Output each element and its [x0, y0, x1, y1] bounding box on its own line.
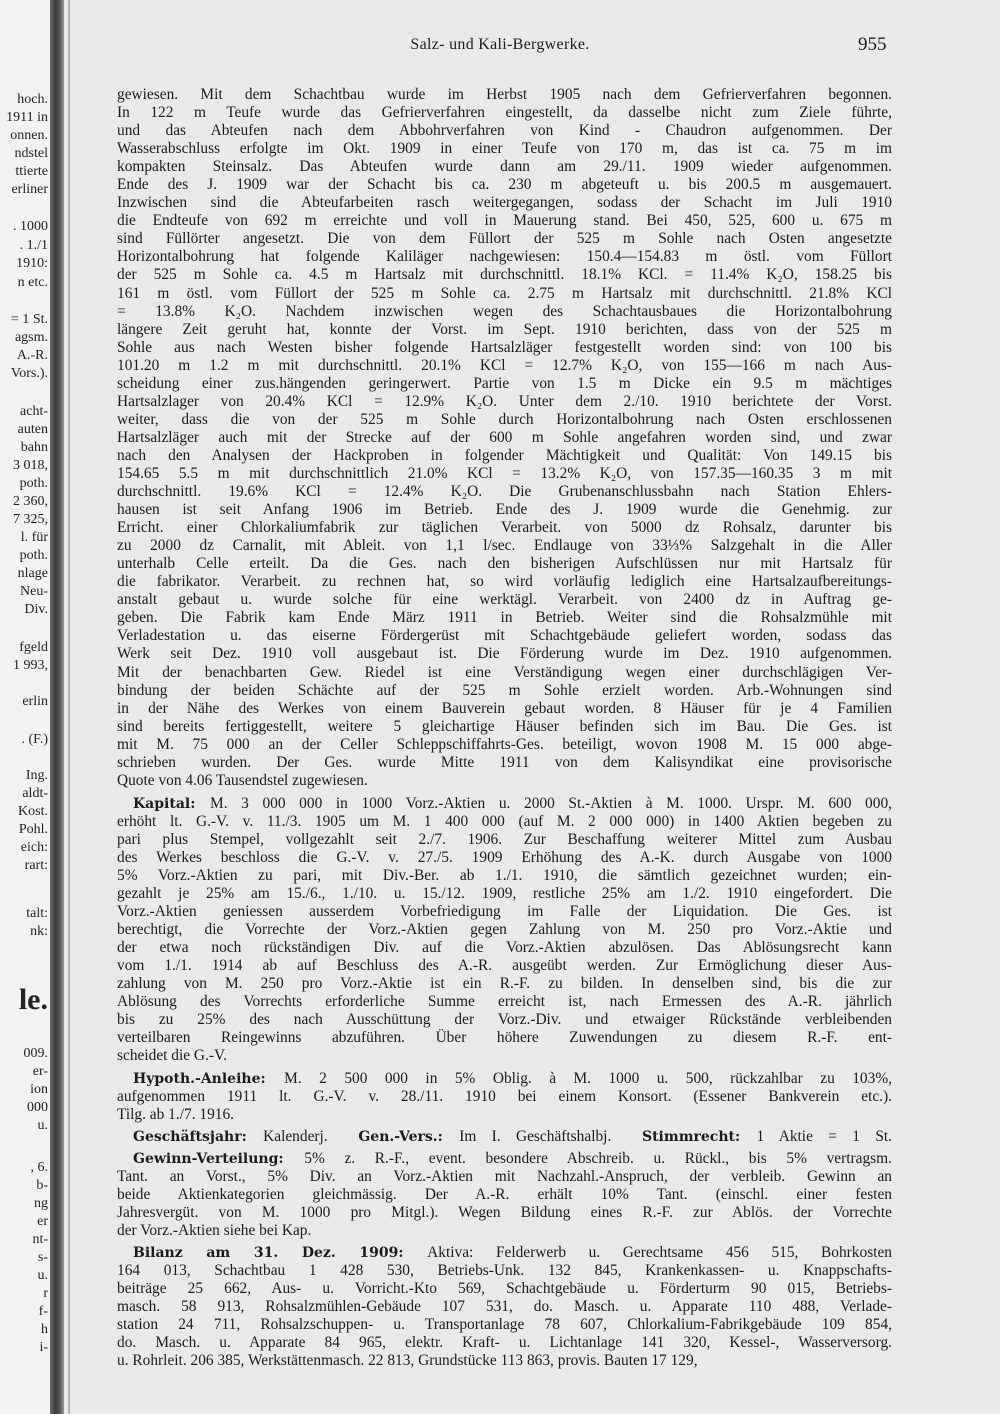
text-line: Mit der benachbarten Gew. Riedel ist eine Verständigung wegen einer durchschlägigen Ver- — [117, 663, 892, 681]
margin-fragment: s- — [37, 1250, 48, 1265]
margin-fragment: nlage — [17, 566, 48, 581]
text-line: die Endteufe von 692 m erreichte und voll in Mauerung stand. Bei 450, 525, 600 u. 675 m — [117, 212, 892, 230]
text-line: beiträge 25 662, Aus- u. Vorricht.-Kto 569, Schachtgebäude u. Förderturm 90 015, Betriebs- — [117, 1280, 892, 1298]
text-line: zahlung von M. 250 pro Vorz.-Aktie ist ein R.-F. zu bilden. In denselben sind, bis die zur — [117, 975, 892, 993]
text-line: Verladestation u. das eiserne Fördergerüst mit Schachtgebäude geliefert worden, sodass das — [117, 627, 892, 645]
text-line: zu 2000 dz Carnalit, mit Ableit. von 1,1 l/sec. Endlauge von 33⅓% Salzgehalt in die Aller — [117, 537, 892, 555]
margin-fragment: le. — [18, 983, 48, 1016]
margin-fragment: Kost. — [18, 804, 48, 819]
paragraph-gewinn-verteilung — [117, 1150, 892, 1240]
text-line: bis zu 25% des nach Ausschüttung der Vorz.-Div. und etwaiger Rückstände verbleibenden — [117, 1011, 892, 1029]
section-label: Stimmrecht: — [641, 1128, 757, 1145]
text-line: mit M. 75 000 an der Celler Schleppschiffahrts-Ges. beteiligt, wovon 1908 M. 15 000 abge- — [117, 735, 892, 753]
text-line: aufgenommen 1911 lt. G.-V. v. 28./11. 1910 bei einem Konsort. (Essener Bankverein etc.). — [117, 1087, 892, 1105]
text-line: Hartsalzlager von 20.4% KCl = 12.9% K₂O. Unter dem 2./10. 1910 berichtete der Vorst. — [117, 392, 892, 410]
margin-fragment: ttierte — [15, 164, 48, 179]
paragraph-shaft-construction — [117, 86, 892, 790]
text-line: der Vorz.-Aktien siehe bei Kap. — [117, 1221, 312, 1239]
text-line: Quote von 4.06 Tausendstel zugewiesen. — [117, 771, 368, 789]
line-text: Kalenderj. — [263, 1127, 359, 1145]
text-line: Tilg. ab 1./7. 1916. — [117, 1105, 235, 1123]
text-line: geben. Die Fabrik kam Ende März 1911 in Betrieb. Weiter sind die Rohsalzmühle mit — [117, 609, 892, 627]
text-line: kompakten Steinsalz. Das Abteufen wurde dann am 29./11. 1909 wieder aufgenommen. — [117, 158, 892, 176]
margin-fragment: 1911 in — [6, 110, 48, 125]
text-line: verteilbaren Reingewinns abzuführen. Über höhere Zuwendungen zu diesem R.-F. ent- — [117, 1029, 892, 1047]
margin-fragment: h — [41, 1322, 48, 1337]
margin-fragment: agsm. — [14, 330, 48, 345]
margin-fragment: Pohl. — [18, 822, 48, 837]
margin-fragment: bahn — [20, 440, 48, 455]
margin-fragment: Ing. — [25, 768, 48, 783]
margin-fragment: l. für — [20, 530, 48, 545]
margin-fragment: 000 — [27, 1100, 48, 1115]
text-line: In 122 m Teufe wurde das Gefrierverfahren eingestellt, da dasselbe nicht zum Ziele führte, — [117, 104, 892, 122]
section-label: Geschäftsjahr: — [133, 1128, 264, 1145]
line-text: Im I. Geschäftshalbj. — [459, 1127, 642, 1145]
line-text: 1 Aktie = 1 St. — [756, 1127, 892, 1145]
margin-fragment: 7 325, — [13, 512, 48, 527]
text-line: erhöht lt. G.-V. v. 11./3. 1905 um M. 1 400 000 (auf M. 2 000 000) in 1400 Aktien begeben zu — [117, 812, 892, 830]
text-line: gezahlt je 25% am 15./6., 1./10. u. 15./12. 1909, restliche 25% am 1./2. 1910 eingefordert. Die — [117, 885, 892, 903]
text-line: des Werkes beschloss die G.-V. v. 27./5. 1909 Erhöhung des A.-K. durch Ausgabe von 1000 — [117, 848, 892, 866]
margin-fragment: fgeld — [19, 640, 48, 655]
margin-fragment: 1910: — [16, 256, 48, 271]
margin-fragment: . 1000 — [13, 219, 48, 234]
text-line — [117, 795, 892, 813]
margin-fragment: aldt- — [22, 786, 48, 801]
margin-fragment: poth. — [19, 548, 48, 563]
text-line: der etwa noch rückständigen Div. auf die Vorz.-Aktien abzulösen. Das Ablösungsrecht kann — [117, 939, 892, 957]
margin-fragment: 1 993, — [13, 658, 48, 673]
text-line: Horizontalbohrung hat folgende Kaliläger nachgewiesen: 150.4—154.83 m östl. vom Füllort — [117, 248, 892, 266]
margin-fragment: poth. — [19, 476, 48, 491]
margin-fragment: i- — [39, 1340, 48, 1355]
running-header: Salz- und Kali-Bergwerke. — [410, 36, 590, 53]
text-line: nach den Analysen der Hackproben in folgender Mächtigkeit und Qualität: Von 149.15 bis — [117, 446, 892, 464]
text-line: unterhalb Celle erteilt. Da die Ges. nach den bisherigen Aufschlüssen nur mit Hartsalz für — [117, 555, 892, 573]
line-text: M. 2 500 000 in 5% Oblig. à M. 1000 u. 500, rückzahlbar zu 103%, — [284, 1069, 892, 1087]
text-line — [117, 1150, 892, 1168]
paragraph-kapital — [117, 795, 892, 1066]
margin-fragment: er — [37, 1214, 48, 1229]
text-line: Vorz.-Aktien geniessen ausserdem Vorbefriedigung im Falle der Liquidation. Die Ges. ist — [117, 903, 892, 921]
text-line: hausen ist seit Anfang 1906 im Betrieb. Ende des J. 1909 wurde die Genehmig. zur — [117, 501, 892, 519]
margin-fragment: er- — [32, 1064, 48, 1079]
page-body — [117, 86, 892, 1374]
margin-fragment: Vors.). — [10, 366, 48, 381]
margin-fragment: A.-R. — [16, 348, 48, 363]
text-line: do. Masch. u. Apparate 84 965, elektr. Kraft- u. Lichtanlage 141 320, Kessel-, Wasserversorg. — [117, 1334, 892, 1352]
margin-fragment: Neu- — [20, 584, 48, 599]
text-line: station 24 711, Rohsalzschuppen- u. Transportanlage 78 607, Chlorkalium-Fabrikgebäude 109 854, — [117, 1316, 892, 1334]
text-line: sind Füllörter angesetzt. Die von dem Füllort der 525 m Sohle nach Osten angesetzte — [117, 230, 892, 248]
text-line: Inzwischen sind die Abteufarbeiten rasch weitergegangen, sodass der Schacht im Juli 1910 — [117, 194, 892, 212]
text-line: längere Zeit geruht hat, konnte der Vorst. im Sept. 1910 berichten, dass von der 525 m — [117, 320, 892, 338]
margin-fragment: f- — [38, 1304, 48, 1319]
text-line: = 13.8% K₂O. Nachdem inzwischen wegen des Schachtausbaues die Horizontalbohrung — [117, 302, 892, 320]
text-line: Erricht. einer Chlorkaliumfabrik zur täglichen Verarbeit. von 5000 dz Rohsalz, darunter bis — [117, 519, 892, 537]
margin-fragment: talt: — [26, 906, 48, 921]
margin-fragment: 009. — [23, 1046, 48, 1061]
paragraph-geschaeftsjahr — [117, 1128, 892, 1146]
text-line: Ablösung des Vorrechts erforderliche Summe erreicht ist, nach Ermessen des A.-R. jährlich — [117, 993, 892, 1011]
text-line: berechtigt, die Vorrechte der Vorz.-Aktien gegen Zahlung von M. 250 pro Vorz.-Aktie und — [117, 921, 892, 939]
section-label: Gen.-Vers.: — [358, 1128, 460, 1145]
margin-fragment: onnen. — [10, 128, 48, 143]
paragraph-hypoth-anleihe — [117, 1070, 892, 1124]
text-line — [117, 1070, 892, 1088]
text-line: 154.65 5.5 m mit durchschnittlich 21.0% KCl = 13.2% K₂O, von 157.35—160.35 3 m mit — [117, 464, 892, 482]
text-line: scheidet die G.-V. — [117, 1047, 227, 1065]
section-label: Kapital: — [133, 795, 211, 812]
text-line: bindung der beiden Schächte auf der 525 m Sohle erzielt worden. Arb.-Wohnungen sind — [117, 681, 892, 699]
margin-fragment: ndstel — [14, 146, 48, 161]
text-line: Werk seit Dez. 1910 voll ausgebaut ist. Die Förderung wurde im Dez. 1910 aufgenommen. — [117, 645, 892, 663]
text-line: Sohle aus nach Westen bisher folgende Hartsalzläger festgestellt worden sind: von 100 bis — [117, 338, 892, 356]
margin-fragment: u. — [37, 1268, 48, 1283]
text-line: anstalt gebaut u. wurde solche für eine werktägl. Verarbeit. von 2400 dz in Auftrag ge- — [117, 591, 892, 609]
section-label: Gewinn-Verteilung: — [133, 1150, 305, 1167]
text-line: gewiesen. Mit dem Schachtbau wurde im Herbst 1905 nach dem Gefrierverfahren begonnen. — [117, 86, 892, 103]
line-text: M. 3 000 000 in 1000 Vorz.-Aktien u. 2000 St.-Aktien à M. 1000. Urspr. M. 600 000, — [210, 794, 892, 812]
book-spine-shadow — [50, 0, 64, 1414]
margin-fragment: , 6. — [30, 1160, 48, 1175]
section-label: Hypoth.-Anleihe: — [133, 1070, 285, 1087]
text-line: und das Abteufen nach dem Abbohrverfahren von Kind - Chaudron aufgenommen. Der — [117, 122, 892, 140]
text-line: u. Rohrleit. 206 385, Werkstättenmasch. 22 813, Grundstücke 113 863, provis. Bauten 17 129, — [117, 1352, 698, 1370]
text-line: 164 013, Schachtbau 1 428 530, Betriebs-Unk. 132 845, Krankenkassen- u. Knappschafts- — [117, 1262, 892, 1279]
text-line: scheidung einer zus.hängenden geringerwert. Partie von 1.5 m Dicke ein 9.5 m mächtiges — [117, 374, 892, 392]
text-line: der 525 m Sohle ca. 4.5 m Hartsalz mit durchschnittl. 18.1% KCl. = 11.4% K₂O, 158.25 bis — [117, 266, 892, 284]
margin-fragment: . (F.) — [21, 732, 48, 747]
margin-fragment: auten — [17, 422, 48, 437]
margin-fragment: . 1./1 — [19, 238, 48, 253]
margin-fragment: n etc. — [17, 275, 48, 290]
text-line: masch. 58 913, Rohsalzmühlen-Gebäude 107 531, do. Masch. u. Apparate 110 488, Verlade- — [117, 1298, 892, 1316]
text-line: Ende des J. 1909 war der Schacht bis ca. 230 m abgeteuft u. bis 200.5 m ausgemauert. — [117, 176, 892, 194]
margin-fragment: b- — [36, 1178, 48, 1193]
margin-fragment: Div. — [24, 602, 48, 617]
text-line — [117, 1128, 892, 1146]
page-number: 955 — [858, 34, 887, 55]
text-line: pari plus Stempel, vollgezahlt seit 2./7. 1906. Zur Beschaffung weiterer Mittel zum Ausbau — [117, 830, 892, 848]
text-line: 161 m östl. vom Füllort der 525 m Sohle ca. 2.75 m Hartsalz mit durchschnittl. 21.8% KCl — [117, 284, 892, 302]
margin-fragment: = 1 St. — [10, 312, 48, 327]
page-edge — [68, 0, 70, 1414]
text-line: 101.20 m 1.2 m mit durchschnittl. 20.1% KCl = 12.7% K₂O, von 155—166 m nach Aus- — [117, 356, 892, 374]
text-line: schrieben wurden. Der Ges. wurde Mitte 1911 von dem Kalisyndikat eine provisorische — [117, 753, 892, 771]
margin-fragment: r — [43, 1286, 48, 1301]
text-line: Tant. an Vorst., 5% Div. an Vorz.-Aktien mit Nachzahl.-Anspruch, der verbleib. Gewinn an — [117, 1167, 892, 1185]
margin-fragment: u. — [37, 1118, 48, 1133]
line-text: Aktiva: Felderwerb u. Gerechtsame 456 515, Bohrkosten — [427, 1243, 892, 1261]
text-line: durchschnittl. 19.6% KCl = 12.4% K₂O. Die Grubenanschlussbahn nach Station Ehlers- — [117, 483, 892, 501]
text-line: in der Nähe des Werkes von einem Bauverein gebaut worden. 8 Häuser für je 4 Familien — [117, 699, 892, 717]
section-label: Bilanz am 31. Dez. 1909: — [133, 1244, 428, 1261]
text-line: Hartsalzläger auch mit der Strecke auf der 600 m Sohle angefahren worden sind, und zwar — [117, 428, 892, 446]
text-line: die fabrikator. Verarbeit. zu rechnen hat, so wird vorläufig lediglich eine Hartsalzaufbereitungs- — [117, 573, 892, 591]
paragraph-bilanz — [117, 1244, 892, 1370]
text-line: weiter, dass die von der 525 m Sohle durch Horizontalbohrung nach Osten erschlossenen — [117, 410, 892, 428]
margin-fragment: ion — [30, 1082, 48, 1097]
text-line — [117, 1244, 892, 1262]
margin-fragment: 3 018, — [13, 458, 48, 473]
text-line: Jahresvergüt. von M. 1000 pro Mitgl.). Wegen Bildung eines R.-F. zur Ablös. der Vorrechte — [117, 1203, 892, 1221]
text-line: beide Aktienkategorien gleichmässig. Der A.-R. erhält 10% Tant. (einschl. einer festen — [117, 1185, 892, 1203]
margin-fragment: erliner — [11, 182, 48, 197]
margin-fragment: nk: — [30, 924, 48, 939]
margin-fragment: 2 360, — [13, 494, 48, 509]
margin-fragment: acht- — [20, 404, 48, 419]
margin-fragment: hoch. — [17, 92, 48, 107]
text-line: sind bereits fertiggestellt, weitere 5 gleichartige Häuser befinden sich im Bau. Die Ges. ist — [117, 717, 892, 735]
text-line: 5% Vorz.-Aktien zu pari, mit Div.-Ber. ab 1./1. 1910, die sämtlich gezeichnet wurden; ein- — [117, 867, 892, 885]
margin-fragment: nt- — [32, 1232, 48, 1247]
margin-fragment: erlin — [22, 694, 48, 709]
text-line: Wasserabschluss erfolgte im Okt. 1909 in einer Teufe von 170 m, das ist ca. 75 m im — [117, 140, 892, 158]
text-line: vom 1./1. 1914 ab auf Beschluss des A.-R. ausgeübt werden. Zur Ermöglichung dieser Aus- — [117, 957, 892, 975]
margin-fragment: ng — [34, 1196, 48, 1211]
margin-fragment: rart: — [24, 858, 48, 873]
margin-fragment: eich: — [20, 840, 48, 855]
line-text: 5% z. R.-F., event. besondere Abschreib. u. Rückl., bis 5% vertragsm. — [304, 1149, 892, 1167]
